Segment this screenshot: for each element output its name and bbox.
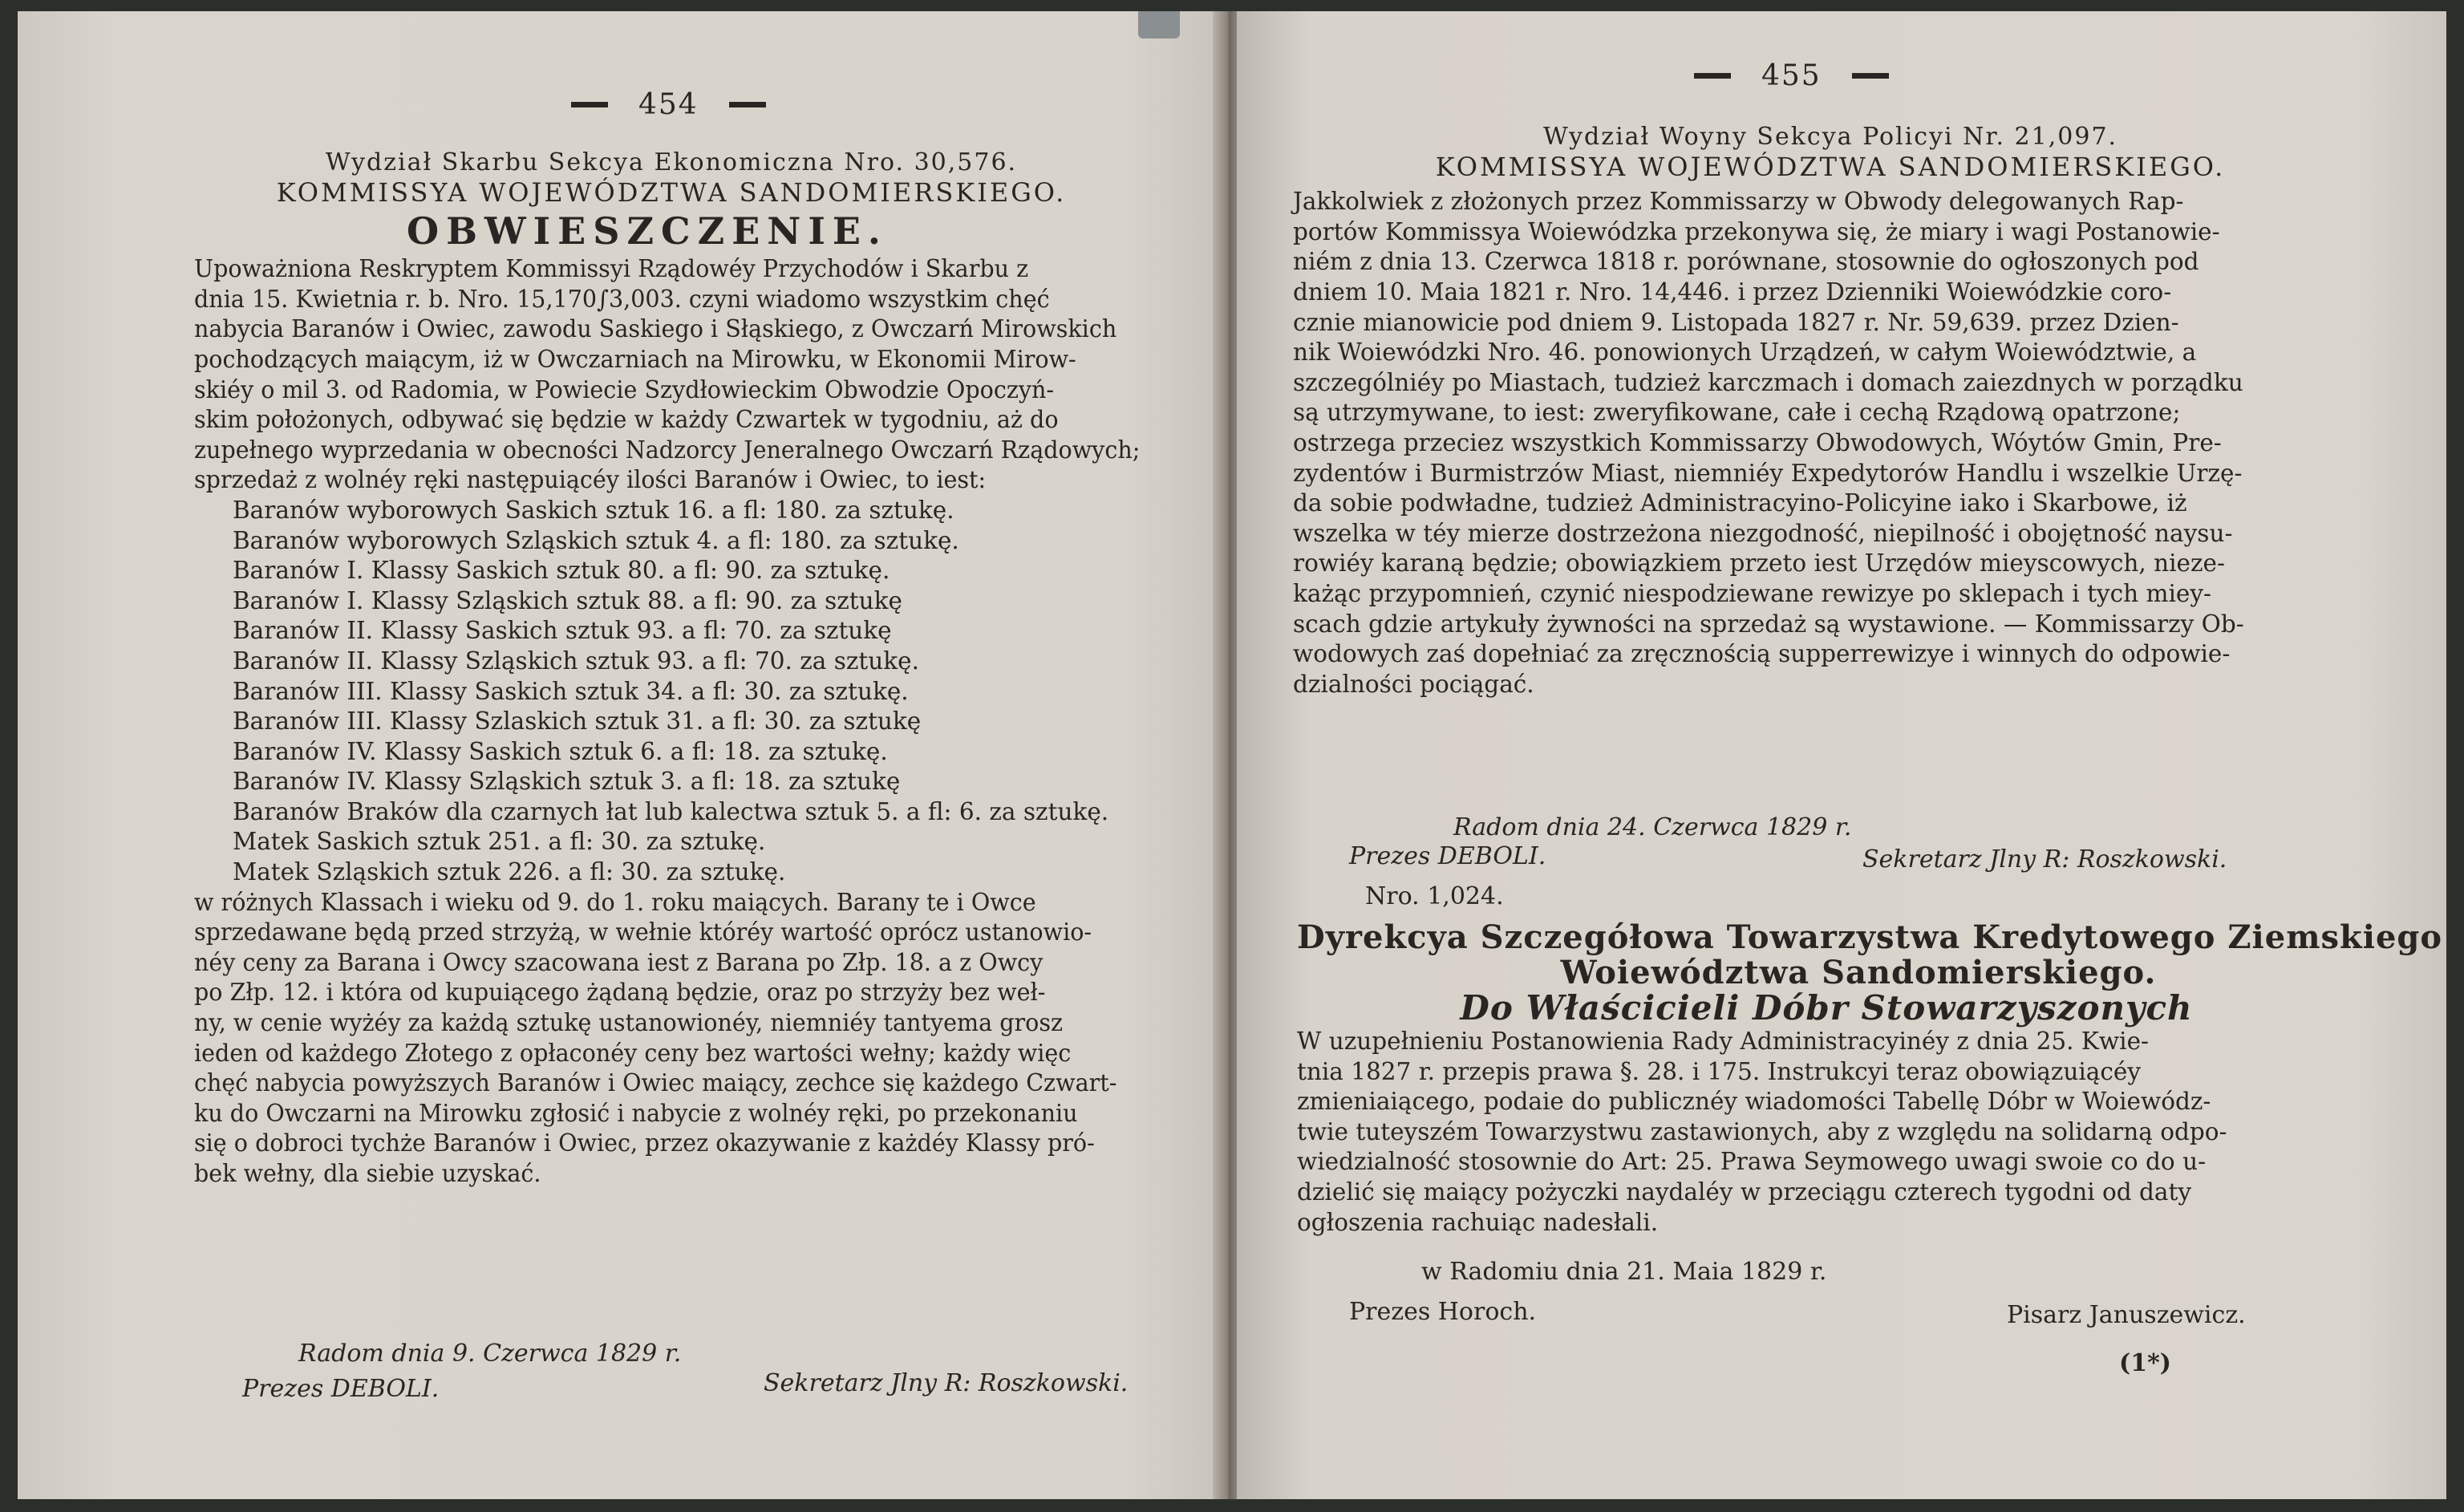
left-president: Prezes DEBOLI. <box>242 1375 440 1403</box>
body-line: po Złp. 12. i która od kupuiącego żądaną będzie, oraz po strzyży bez weł- <box>194 979 1046 1007</box>
right-number: Nro. 1,024. <box>1365 882 1504 910</box>
body-line: Jakkolwiek z złożonych przez Kommissarzy w Obwody delegowanych Rap- <box>1293 188 2184 216</box>
body-line: ny, w cenie wyżéy za każdą sztukę ustanowionéy, niemniéy tantyema grosz <box>194 1009 1064 1037</box>
body-line: chęć nabycia powyższych Baranów i Owiec maiący, zechce się każdego Czwart- <box>194 1069 1117 1097</box>
body-line: nik Woiewódzki Nro. 46. ponowionych Urządzeń, w całym Woiewództwie, a <box>1293 338 2197 367</box>
left-item-list <box>233 496 1213 888</box>
list-item: Baranów I. Klassy Saskich sztuk 80. a fl: 90. za sztukę. <box>233 557 890 585</box>
body-line: da sobie podwładne, tudzież Administracyino-Policyine iako i Skarbowe, iż <box>1293 489 2187 517</box>
binding-tab <box>1138 11 1180 39</box>
body-line: skim położonych, odbywać się będzie w każdy Czwartek w tygodniu, aż do <box>194 406 1059 434</box>
body-line: się o dobroci tychże Baranów i Owiec, przez okazywanie z każdéy Klassy pró- <box>194 1129 1095 1157</box>
body-line: portów Kommissya Woiewódzka przekonywa się, że miary i wagi Postanowie- <box>1293 217 2220 245</box>
notice-date: w Radomiu dnia 21. Maia 1829 r. <box>1421 1258 1827 1286</box>
body-line: skiéy o mil 3. od Radomia, w Powiecie Szydłowieckim Obwodzie Opoczyń- <box>194 375 1055 403</box>
list-item: Baranów Braków dla czarnych łat lub kalectwa sztuk 5. a fl: 6. za sztukę. <box>233 797 1109 825</box>
body-line: dniem 10. Maia 1821 r. Nro. 14,446. i przez Dzienniki Woiewódzkie coro- <box>1293 278 2172 306</box>
body-line: sprzedaż z wolnéy ręki następuiącéy ilości Baranów i Owiec, to iest: <box>194 466 987 494</box>
left-column <box>194 148 1213 1190</box>
list-item: Baranów III. Klassy Saskich sztuk 34. a fl: 30. za sztukę. <box>233 677 909 705</box>
body-line: szczególniéy po Miastach, tudzież karczmach i domach zaiezdnych w porządku <box>1293 368 2243 396</box>
body-line: W uzupełnieniu Postanowienia Rady Administracyinéy z dnia 25. Kwie- <box>1297 1028 2150 1055</box>
body-line: wiedzialność stosownie do Art: 25. Prawa Seymowego uwagi swoie co do u- <box>1297 1148 2207 1176</box>
left-date: Radom dnia 9. Czerwca 1829 r. <box>298 1340 682 1368</box>
body-line: tnia 1827 r. przepis prawa §. 28. i 175. Instrukcyi teraz obowiązuiącéy <box>1297 1057 2142 1085</box>
left-body <box>194 254 1213 496</box>
notice-body <box>1297 1027 2420 1238</box>
list-item: Matek Szląskich sztuk 226. a fl: 30. za sztukę. <box>233 858 786 886</box>
notice-clerk: Pisarz Januszewicz. <box>2007 1301 2246 1329</box>
right-date: Radom dnia 24. Czerwca 1829 r. <box>1453 813 1852 841</box>
list-item: Baranów III. Klassy Szlaskich sztuk 31. a fl: 30. za sztukę <box>233 707 922 736</box>
body-line: cznie mianowicie pod dniem 9. Listopada 1827 r. Nr. 59,639. przez Dzien- <box>1293 308 2179 336</box>
body-line: rowiéy karaną będzie; obowiązkiem przeto iest Urzędów mieyscowych, nieze- <box>1293 549 2225 578</box>
body-line: néy ceny za Barana i Owcy szacowana iest z Barana po Złp. 18. a z Owcy <box>194 948 1044 976</box>
book-spread <box>18 11 2446 1499</box>
body-line: twie tuteyszém Towarzystwu zastawionych, aby z względu na solidarną odpo- <box>1297 1117 2227 1145</box>
left-closing <box>194 888 1213 1190</box>
body-line: pochodzących maiącym, iż w Owczarniach na Mirowku, w Ekonomii Mirow- <box>194 345 1076 373</box>
signature-mark: (1*) <box>2119 1349 2171 1377</box>
right-dept-header: Wydział Woyny Sekcya Policyi Nr. 21,097. <box>1542 123 2118 151</box>
right-page <box>1237 11 2446 1499</box>
list-item: Baranów IV. Klassy Szląskich sztuk 3. a fl: 18. za sztukę <box>233 768 901 796</box>
body-line: niém z dnia 13. Czerwca 1818 r. porównane, stosownie do ogłoszonych pod <box>1293 248 2199 276</box>
body-line: w różnych Klassach i wieku od 9. do 1. roku maiących. Barany te i Owce <box>194 888 1036 916</box>
body-line: dzielić się maiący pożyczki naydaléy w przeciągu czterech tygodni od daty <box>1297 1178 2192 1206</box>
body-line: wszelka w téy mierze dostrzeżona niezgodność, niepilność i obojętność naysu- <box>1293 519 2233 547</box>
left-secretary: Sekretarz Jlny R: Roszkowski. <box>764 1369 1129 1397</box>
right-page-number: 455 <box>1694 59 1889 92</box>
left-title: OBWIESZCZENIE. <box>407 209 888 253</box>
list-item: Baranów I. Klassy Szląskich sztuk 88. a fl: 90. za sztukę <box>233 586 902 614</box>
body-line: wodowych zaś dopełniać za zręcznością supperrewizye i winnych do odpowie- <box>1293 640 2231 668</box>
list-item: Baranów II. Klassy Szląskich sztuk 93. a fl: 70. za sztukę. <box>233 647 919 675</box>
right-secretary: Sekretarz Jlny R: Roszkowski. <box>1862 845 2227 874</box>
body-line: scach gdzie artykuły żywności na sprzedaż są wystawione. — Kommissarzy Ob- <box>1293 610 2244 638</box>
body-line: bek wełny, dla siebie uzyskać. <box>194 1160 541 1187</box>
notice-addressee: Do Właścicieli Dóbr Stowarzyszonych <box>1460 988 2193 1028</box>
body-line: dnia 15. Kwietnia r. b. Nro. 15,170∫3,003. czyni wiadomo wszystkim chęć <box>194 285 1050 313</box>
list-item: Matek Saskich sztuk 251. a fl: 30. za sztukę. <box>233 828 766 856</box>
list-item: Baranów IV. Klassy Saskich sztuk 6. a fl: 18. za sztukę. <box>233 737 888 765</box>
notice-president: Prezes Horoch. <box>1349 1298 1537 1326</box>
left-page-number: 454 <box>571 88 766 121</box>
body-line: ostrzega przeciez wszystkich Kommissarzy Obwodowych, Wóytów Gmin, Pre- <box>1293 428 2222 456</box>
body-line: zmieniaiącego, podaie do publicznéy wiadomości Tabellę Dóbr w Woiewódz- <box>1297 1088 2211 1116</box>
body-line: zydentów i Burmistrzów Miast, niemniéy Expedytorów Handlu i wszelkie Urzę- <box>1293 459 2243 487</box>
right-column <box>1293 122 2416 699</box>
list-item: Baranów II. Klassy Saskich sztuk 93. a fl: 70. za sztukę <box>233 617 892 645</box>
body-line: ogłoszenia rachuiąc nadesłali. <box>1297 1208 1659 1236</box>
body-line: sprzedawane będą przed strzyżą, w wełnie któréy wartość oprócz ustanowio- <box>194 918 1092 947</box>
body-line: są utrzymywane, to iest: zweryfikowane, całe i cechą Rządową opatrzone; <box>1293 399 2181 427</box>
left-dept-header: Wydział Skarbu Sekcya Ekonomiczna Nro. 30,576. <box>325 148 1018 176</box>
right-commission-header: KOMMISSYA WOJEWÓDZTWA SANDOMIERSKIEGO. <box>1435 151 2226 182</box>
body-line: zupełnego wyprzedania w obecności Nadzorcy Jeneralnego Owczarń Rządowych; <box>194 436 1141 464</box>
right-president: Prezes DEBOLI. <box>1349 842 1546 870</box>
body-line: ieden od każdego Złotego z opłaconéy ceny bez wartości wełny; każdy więc <box>194 1039 1072 1067</box>
right-body <box>1293 187 2416 699</box>
notice-title: Dyrekcya Szczegółowa Towarzystwa Kredytowego Ziemskiego <box>1297 918 2443 956</box>
left-commission-header: KOMMISSYA WOJEWÓDZTWA SANDOMIERSKIEGO. <box>276 176 1067 208</box>
body-line: nabycia Baranów i Owiec, zawodu Saskiego i Słąskiego, z Owczarń Mirowskich <box>194 315 1117 343</box>
right-second-notice <box>1297 918 2443 1238</box>
body-line: każąc przypomnień, czynić niespodziewane rewizye po sklepach i tych miey- <box>1293 579 2211 607</box>
list-item: Baranów wyborowych Saskich sztuk 16. a fl: 180. za sztukę. <box>233 496 954 524</box>
list-item: Baranów wyborowych Szląskich sztuk 4. a fl: 180. za sztukę. <box>233 526 959 554</box>
body-line: Upoważniona Reskryptem Kommissyi Rządowéy Przychodów i Skarbu z <box>194 255 1029 283</box>
left-page <box>18 11 1221 1499</box>
notice-subtitle: Woiewództwa Sandomierskiego. <box>1560 954 2157 991</box>
body-line: ku do Owczarni na Mirowku zgłosić i nabycie z wolnéy ręki, po przekonaniu <box>194 1099 1078 1127</box>
body-line: dzialności pociągać. <box>1293 670 1534 698</box>
